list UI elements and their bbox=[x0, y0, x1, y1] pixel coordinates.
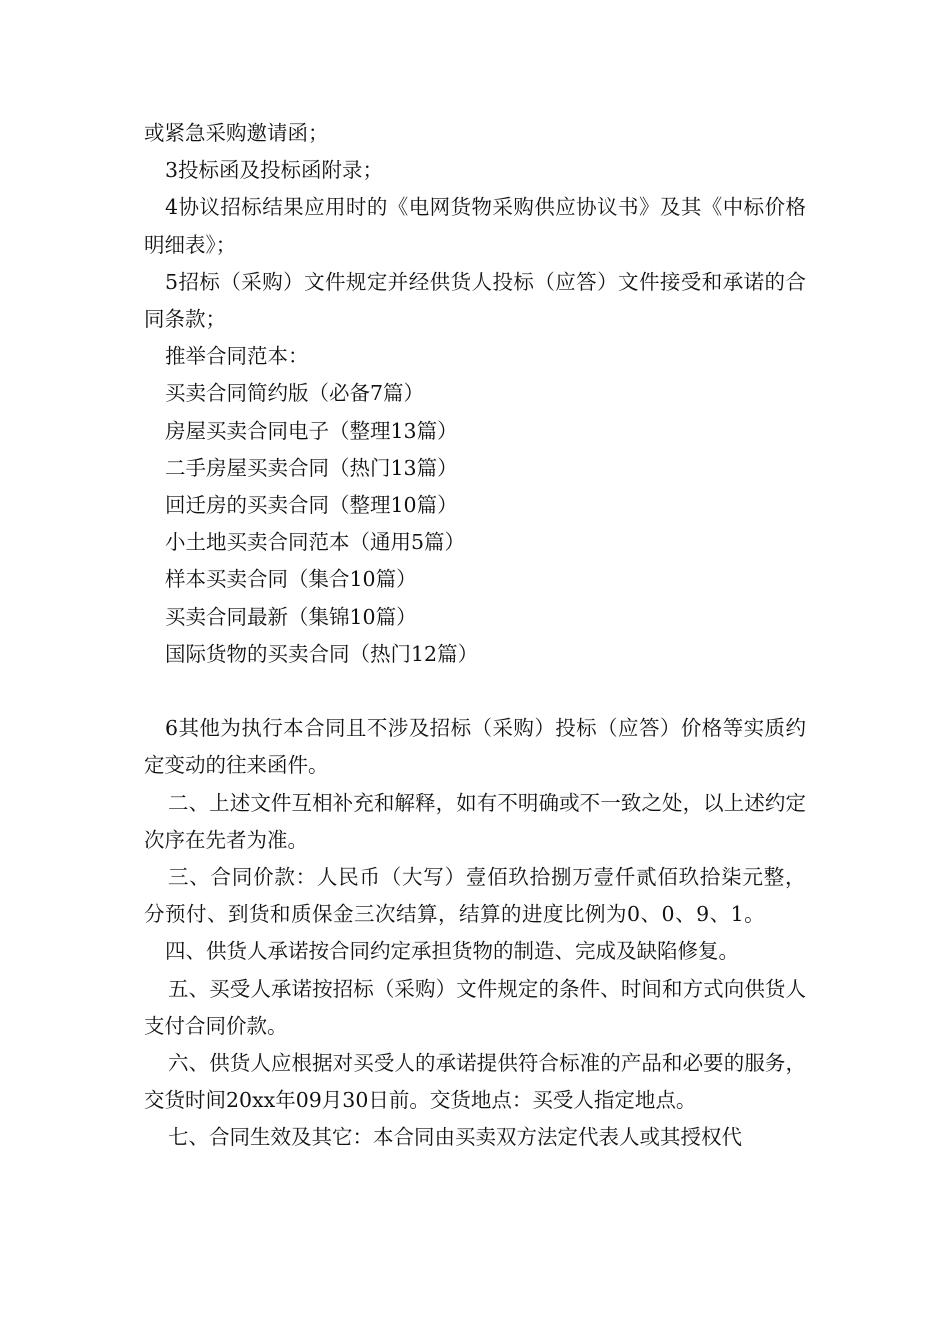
clause-5: 五、买受人承诺按招标（采购）文件规定的条件、时间和方式向供货人支付合同价款。 bbox=[144, 976, 806, 1038]
recommended-link-5[interactable]: 小土地买卖合同范本（通用5篇） bbox=[165, 530, 466, 555]
recommended-link-7[interactable]: 买卖合同最新（集锦10篇） bbox=[165, 604, 417, 629]
clause-6: 六、供货人应根据对买受人的承诺提供符合标准的产品和必要的服务，交货时间20xx年09月30日前。交货地点：买受人指定地点。 bbox=[144, 1051, 806, 1113]
blank-line bbox=[144, 673, 806, 710]
paragraph-item-3: 3投标函及投标函附录； bbox=[165, 158, 384, 183]
clause-7: 七、合同生效及其它：本合同由买卖双方法定代表人或其授权代 bbox=[168, 1125, 742, 1150]
paragraph-item-4: 4协议招标结果应用时的《电网货物采购供应协议书》及其《中标价格明细表》； bbox=[144, 195, 806, 257]
recommended-link-8[interactable]: 国际货物的买卖合同（热门12篇） bbox=[165, 641, 479, 666]
paragraph-item-6: 6其他为执行本合同且不涉及招标（采购）投标（应答）价格等实质约定变动的往来函件。 bbox=[144, 716, 806, 778]
clause-4: 四、供货人承诺按合同约定承担货物的制造、完成及缺陷修复。 bbox=[165, 939, 739, 964]
document-body bbox=[144, 115, 806, 1157]
paragraph-item-5: 5招标（采购）文件规定并经供货人投标（应答）文件接受和承诺的合同条款； bbox=[144, 269, 806, 332]
clause-2: 二、上述文件互相补充和解释，如有不明确或不一致之处，以上述约定次序在先者为准。 bbox=[144, 790, 806, 852]
recommended-link-4[interactable]: 回迁房的买卖合同（整理10篇） bbox=[165, 493, 458, 518]
recommended-link-6[interactable]: 样本买卖合同（集合10篇） bbox=[165, 567, 417, 592]
paragraph-continuation: 或紧急采购邀请函； bbox=[144, 121, 329, 145]
recommended-heading: 推举合同范本： bbox=[165, 344, 309, 369]
recommended-link-3[interactable]: 二手房屋买卖合同（热门13篇） bbox=[165, 455, 458, 480]
recommended-link-1[interactable]: 买卖合同简约版（必备7篇） bbox=[165, 381, 425, 406]
recommended-link-2[interactable]: 房屋买卖合同电子（整理13篇） bbox=[165, 418, 458, 443]
clause-3: 三、合同价款：人民币（大写）壹佰玖拾捌万壹仟贰佰玖拾柒元整，分预付、到货和质保金三次结算，结算的进度比例为0、0、9、1。 bbox=[144, 865, 806, 927]
